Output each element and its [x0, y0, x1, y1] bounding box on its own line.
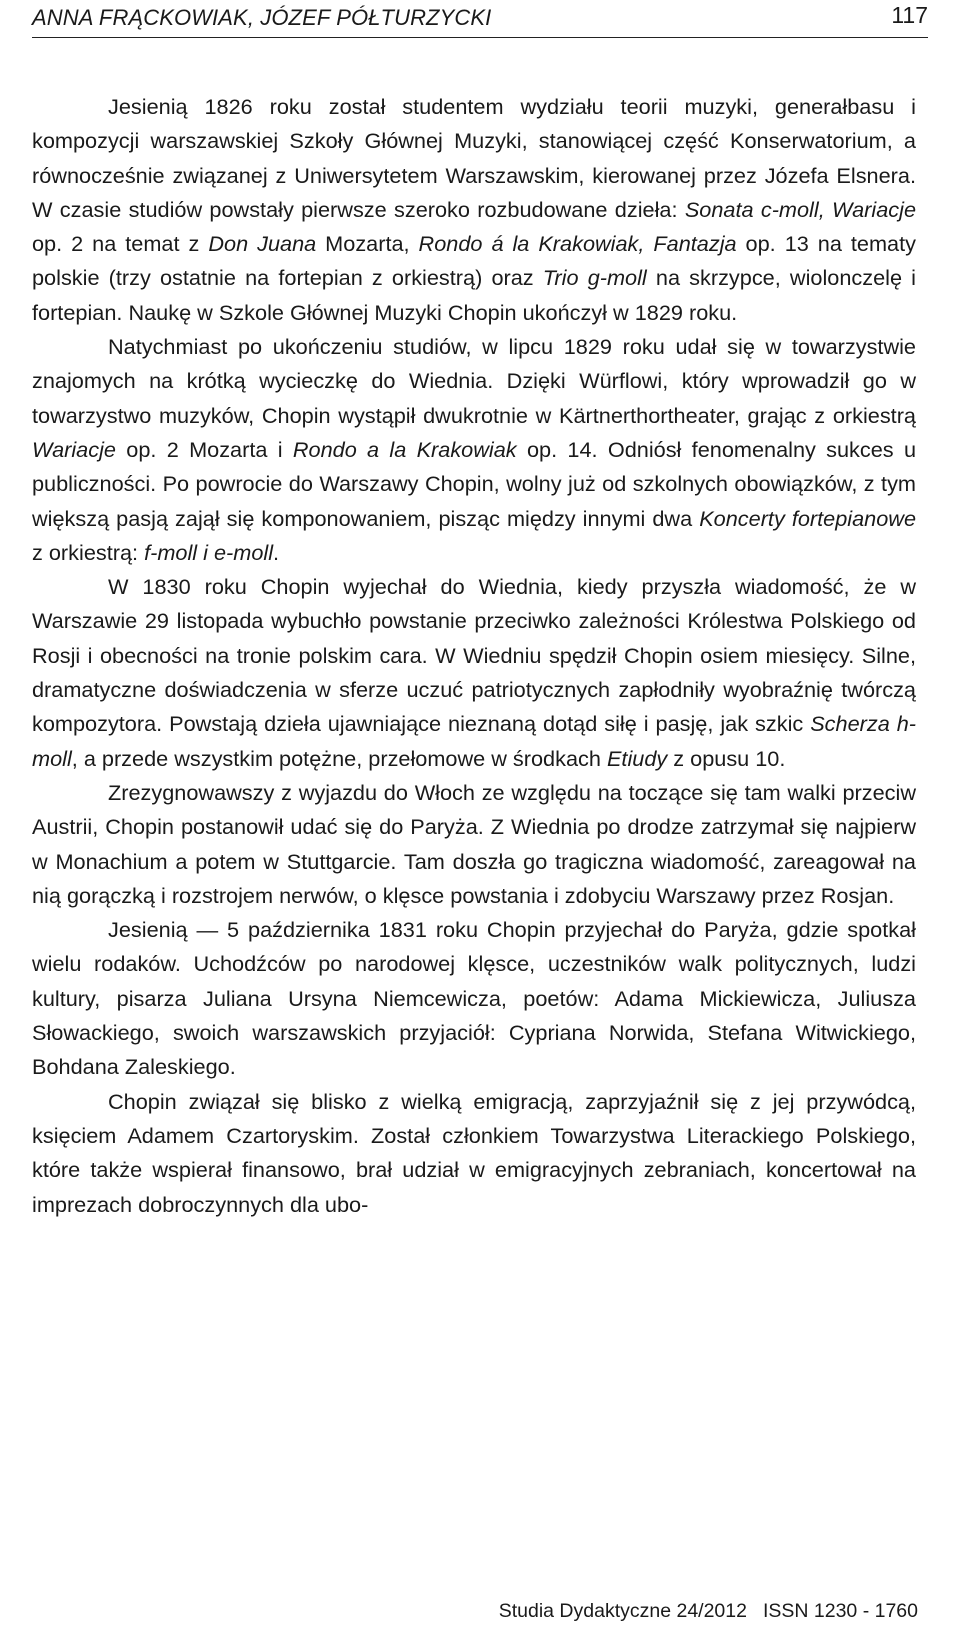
page-number: 117	[891, 2, 928, 28]
text-run: op. 14. Odniósł fenomenalny sukces u publiczności. Po powrocie do Warszawy Chopin, wolny już od szkolnych obowiązków, z tym większą pasją zajął się komponowaniem, pisząc między innymi dwa	[32, 436, 917, 531]
italic-title: Rondo á la Krakowiak, Fantazja	[418, 231, 737, 257]
paragraph	[32, 570, 916, 776]
text-run: Zrezygnowawszy z wyjazdu do Włoch ze względu na toczące się tam walki przeciw Austrii, Chopin postanowił udać się do Paryża. Z Wiednia po drodze zatrzymał się najpierw w Monachium a potem w Stuttgarcie. Tam doszła go tragiczna wiadomość, zareagował na nią gorączką i rozstrojem nerwów, o klęsce powstania i zdobyciu Warszawy przez Rosjan.	[32, 779, 916, 908]
header-rule	[32, 37, 928, 38]
italic-title: Etiudy	[606, 745, 668, 771]
footer-journal: Studia Dydaktyczne 24/2012	[498, 1600, 747, 1622]
text-run: op. 13 na tematy polskie (trzy ostatnie na fortepian z orkiestrą) oraz	[32, 231, 916, 291]
text-run: z orkiestrą:	[32, 539, 145, 565]
text-run: op. 2 Mozarta i	[115, 436, 293, 462]
page-footer	[499, 1600, 918, 1623]
italic-title: Wariacje	[32, 436, 116, 462]
text-run: W 1830 roku Chopin wyjechał do Wiednia, kiedy przyszła wiadomość, że w Warszawie 29 listopada wybuchło powstanie przeciwko zależności Królestwa Polskiego od Rosji i obecności na tronie polskim cara. W Wiedniu spędził Chopin osiem miesięcy. Silne, dramatyczne doświadczenia w sferze uczuć patriotycznych zapłodniły wyobraźnię twórczą kompozytora. Powstają dzieła ujawniające nieznaną dotąd siłę i pasję, jak szkic	[32, 574, 916, 737]
text-run: Chopin związał się blisko z wielką emigracją, zaprzyjaźnił się z jej przywódcą, księciem Adamem Czartoryskim. Został członkiem Towarzystwa Literackiego Polskiego, które także wspierał finansowo, brał udział w emigracyjnych zebraniach, koncertował na imprezach dobroczynnych dla ubo-	[32, 1088, 916, 1217]
italic-title: Rondo a la Krakowiak	[292, 436, 517, 462]
text-run: , a przede wszystkim potężne, przełomowe w środkach	[71, 745, 607, 771]
text-run: Jesienią — 5 października 1831 roku Chopin przyjechał do Paryża, gdzie spotkał wielu rodaków. Uchodźców po narodowej klęsce, uczestników walk politycznych, ludzi kultury, pisarza Juliana Ursyna Niemcewicza, poetów: Adama Mickiewicza, Juliusza Słowackiego, swoich warszawskich przyjaciół: Cypriana Norwida, Stefana Witwickiego, Bohdana Zaleskiego.	[32, 917, 916, 1080]
italic-title: Sonata c-moll, Wariacje	[684, 196, 917, 222]
text-run: Jesienią 1826 roku został studentem wydziału teorii muzyki, generałbasu i kompozycji warszawskiej Szkoły Głównej Muzyki, stanowiącej część Konserwatorium, a równocześnie związanej z Uniwersytetem Warszawskim, kierowanej przez Józefa Elsnera. W czasie studiów powstały pierwsze szeroko rozbudowane dzieła:	[32, 94, 916, 222]
text-run: z opusu 10.	[667, 745, 786, 771]
italic-title: Trio g-moll	[542, 265, 647, 291]
text-run: Natychmiast po ukończeniu studiów, w lipcu 1829 roku udał się w towarzystwie znajomych na krótką wycieczkę do Wiednia. Dzięki Würflowi, który wprowadził go w towarzystwo muzyków, Chopin wystąpił dwukrotnie w Kärtnerthortheater, grając z orkiestrą	[32, 334, 916, 428]
italic-title: Koncerty fortepianowe	[699, 505, 917, 531]
paragraph	[32, 1085, 916, 1222]
paragraph	[32, 913, 916, 1084]
italic-title: f-moll i e-moll	[144, 539, 274, 565]
text-run: op. 2 na temat z	[32, 231, 209, 257]
running-header-authors: ANNA FRĄCKOWIAK, JÓZEF PÓŁTURZYCKI	[32, 5, 492, 30]
italic-title: Don Juana	[208, 231, 317, 257]
body-text	[32, 90, 916, 1222]
paragraph	[32, 330, 916, 570]
paragraph	[32, 776, 916, 913]
footer-issn: ISSN 1230 - 1760	[762, 1600, 918, 1622]
paragraph	[32, 90, 916, 330]
italic-title: Scherza h-moll	[32, 711, 917, 771]
running-header	[32, 0, 928, 40]
text-run: na skrzypce, wiolonczelę i fortepian. Naukę w Szkole Głównej Muzyki Chopin ukończył w 1829 roku.	[32, 265, 917, 325]
text-run: Mozarta,	[316, 231, 419, 257]
text-run: .	[273, 539, 280, 565]
